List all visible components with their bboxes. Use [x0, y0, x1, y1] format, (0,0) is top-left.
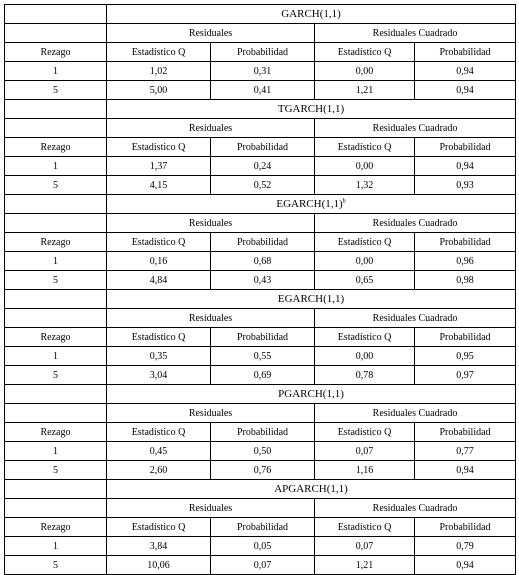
estadistico-q-sq-cell: 0,00: [315, 252, 415, 271]
rezago-cell: 5: [5, 366, 107, 385]
residuales-cuadrado-group-label: Residuales Cuadrado: [315, 24, 516, 43]
estadistico-q-cell: 3,84: [107, 537, 211, 556]
probabilidad-cell: 0,05: [211, 537, 315, 556]
table-row: [5, 81, 516, 100]
estadistico-q-cell: 1,02: [107, 62, 211, 81]
estadistico-q-header: Estadístico Q: [107, 138, 211, 157]
rezago-cell: 1: [5, 537, 107, 556]
probabilidad-header: Probabilidad: [211, 138, 315, 157]
residuales-cuadrado-group-label: Residuales Cuadrado: [315, 309, 516, 328]
probabilidad-header: Probabilidad: [211, 518, 315, 537]
ljung-box-table: [4, 4, 516, 575]
blank-cell: [5, 309, 107, 328]
estadistico-q-cell: 0,16: [107, 252, 211, 271]
model-title-text: APGARCH(1,1): [274, 482, 348, 495]
blank-cell: [5, 214, 107, 233]
blank-cell: [5, 5, 107, 24]
table-row: [5, 62, 516, 81]
model-title-text: PGARCH(1,1): [278, 387, 344, 400]
rezago-header: Rezago: [5, 328, 107, 347]
estadistico-q-header: Estadístico Q: [107, 43, 211, 62]
column-header-row: [5, 233, 516, 252]
table-container: [4, 4, 515, 575]
estadistico-q-cell: 1,37: [107, 157, 211, 176]
column-header-row: [5, 43, 516, 62]
column-header-row: [5, 423, 516, 442]
residuales-group-label: Residuales: [107, 119, 315, 138]
model-title: [107, 100, 516, 119]
rezago-cell: 1: [5, 157, 107, 176]
estadistico-q-header: Estadístico Q: [107, 328, 211, 347]
residuales-group-label: Residuales: [107, 214, 315, 233]
model-title-text: EGARCH(1,1): [277, 292, 345, 305]
probabilidad-sq-cell: 0,79: [415, 537, 516, 556]
rezago-cell: 5: [5, 176, 107, 195]
table-row: [5, 271, 516, 290]
probabilidad-cell: 0,52: [211, 176, 315, 195]
estadistico-q-sq-cell: 1,21: [315, 81, 415, 100]
probabilidad-sq-header: Probabilidad: [415, 518, 516, 537]
table-body: [5, 5, 516, 575]
rezago-cell: 5: [5, 271, 107, 290]
estadistico-q-header: Estadístico Q: [107, 518, 211, 537]
probabilidad-sq-cell: 0,97: [415, 366, 516, 385]
model-title-footnote: b: [342, 197, 346, 204]
estadistico-q-header: Estadístico Q: [107, 233, 211, 252]
probabilidad-sq-header: Probabilidad: [415, 138, 516, 157]
estadistico-q-sq-cell: 0,00: [315, 347, 415, 366]
residuales-group-label: Residuales: [107, 404, 315, 423]
estadistico-q-sq-header: Estadístico Q: [315, 423, 415, 442]
residuales-group-label: Residuales: [107, 24, 315, 43]
estadistico-q-sq-header: Estadístico Q: [315, 138, 415, 157]
table-row: [5, 157, 516, 176]
blank-cell: [5, 480, 107, 499]
table-row: [5, 442, 516, 461]
column-header-row: [5, 138, 516, 157]
probabilidad-header: Probabilidad: [211, 328, 315, 347]
probabilidad-cell: 0,50: [211, 442, 315, 461]
column-header-row: [5, 328, 516, 347]
column-header-row: [5, 518, 516, 537]
blank-cell: [5, 290, 107, 309]
rezago-cell: 1: [5, 252, 107, 271]
residuales-cuadrado-group-label: Residuales Cuadrado: [315, 499, 516, 518]
rezago-header: Rezago: [5, 43, 107, 62]
group-header-row: [5, 309, 516, 328]
probabilidad-cell: 0,41: [211, 81, 315, 100]
table-row: [5, 537, 516, 556]
estadistico-q-sq-cell: 0,07: [315, 537, 415, 556]
probabilidad-sq-cell: 0,96: [415, 252, 516, 271]
residuales-group-label: Residuales: [107, 309, 315, 328]
estadistico-q-cell: 10,06: [107, 556, 211, 575]
estadistico-q-sq-cell: 0,07: [315, 442, 415, 461]
estadistico-q-cell: 4,15: [107, 176, 211, 195]
estadistico-q-sq-cell: 0,00: [315, 62, 415, 81]
estadistico-q-sq-header: Estadístico Q: [315, 518, 415, 537]
rezago-header: Rezago: [5, 518, 107, 537]
residuales-cuadrado-group-label: Residuales Cuadrado: [315, 119, 516, 138]
model-title-row: [5, 100, 516, 119]
table-row: [5, 461, 516, 480]
probabilidad-cell: 0,55: [211, 347, 315, 366]
model-title: [107, 195, 516, 214]
model-title-text: GARCH(1,1): [281, 7, 341, 20]
residuales-cuadrado-group-label: Residuales Cuadrado: [315, 214, 516, 233]
group-header-row: [5, 404, 516, 423]
estadistico-q-cell: 0,45: [107, 442, 211, 461]
probabilidad-sq-cell: 0,94: [415, 556, 516, 575]
probabilidad-cell: 0,69: [211, 366, 315, 385]
model-title-text: TGARCH(1,1): [277, 102, 345, 115]
group-header-row: [5, 119, 516, 138]
group-header-row: [5, 499, 516, 518]
model-title: [107, 385, 516, 404]
probabilidad-sq-cell: 0,94: [415, 62, 516, 81]
table-row: [5, 366, 516, 385]
estadistico-q-cell: 4,84: [107, 271, 211, 290]
blank-cell: [5, 24, 107, 43]
blank-cell: [5, 195, 107, 214]
estadistico-q-header: Estadístico Q: [107, 423, 211, 442]
rezago-cell: 1: [5, 442, 107, 461]
rezago-header: Rezago: [5, 138, 107, 157]
blank-cell: [5, 385, 107, 404]
model-title: [107, 290, 516, 309]
rezago-header: Rezago: [5, 233, 107, 252]
probabilidad-header: Probabilidad: [211, 233, 315, 252]
probabilidad-sq-cell: 0,94: [415, 81, 516, 100]
estadistico-q-sq-cell: 1,21: [315, 556, 415, 575]
rezago-header: Rezago: [5, 423, 107, 442]
estadistico-q-sq-cell: 0,65: [315, 271, 415, 290]
table-row: [5, 347, 516, 366]
rezago-cell: 1: [5, 347, 107, 366]
probabilidad-sq-cell: 0,94: [415, 157, 516, 176]
residuales-group-label: Residuales: [107, 499, 315, 518]
probabilidad-sq-header: Probabilidad: [415, 233, 516, 252]
model-title-row: [5, 195, 516, 214]
estadistico-q-sq-header: Estadístico Q: [315, 328, 415, 347]
estadistico-q-sq-header: Estadístico Q: [315, 43, 415, 62]
probabilidad-cell: 0,43: [211, 271, 315, 290]
blank-cell: [5, 100, 107, 119]
blank-cell: [5, 499, 107, 518]
table-row: [5, 176, 516, 195]
probabilidad-cell: 0,31: [211, 62, 315, 81]
probabilidad-header: Probabilidad: [211, 423, 315, 442]
rezago-cell: 5: [5, 461, 107, 480]
model-title-row: [5, 480, 516, 499]
model-title: [107, 480, 516, 499]
blank-cell: [5, 119, 107, 138]
probabilidad-sq-header: Probabilidad: [415, 423, 516, 442]
estadistico-q-sq-cell: 1,16: [315, 461, 415, 480]
probabilidad-header: Probabilidad: [211, 43, 315, 62]
group-header-row: [5, 24, 516, 43]
model-title: [107, 5, 516, 24]
model-title-row: [5, 385, 516, 404]
rezago-cell: 5: [5, 81, 107, 100]
model-title-row: [5, 5, 516, 24]
probabilidad-sq-cell: 0,98: [415, 271, 516, 290]
probabilidad-cell: 0,68: [211, 252, 315, 271]
rezago-cell: 1: [5, 62, 107, 81]
estadistico-q-cell: 2,60: [107, 461, 211, 480]
probabilidad-sq-cell: 0,93: [415, 176, 516, 195]
probabilidad-sq-cell: 0,77: [415, 442, 516, 461]
table-row: [5, 556, 516, 575]
table-row: [5, 252, 516, 271]
group-header-row: [5, 214, 516, 233]
estadistico-q-sq-header: Estadístico Q: [315, 233, 415, 252]
estadistico-q-cell: 3,04: [107, 366, 211, 385]
probabilidad-cell: 0,76: [211, 461, 315, 480]
model-title-text: EGARCH(1,1): [276, 197, 343, 210]
estadistico-q-sq-cell: 0,00: [315, 157, 415, 176]
probabilidad-cell: 0,24: [211, 157, 315, 176]
probabilidad-sq-header: Probabilidad: [415, 43, 516, 62]
blank-cell: [5, 404, 107, 423]
probabilidad-cell: 0,07: [211, 556, 315, 575]
model-title-row: [5, 290, 516, 309]
estadistico-q-sq-cell: 0,78: [315, 366, 415, 385]
probabilidad-sq-header: Probabilidad: [415, 328, 516, 347]
estadistico-q-cell: 5,00: [107, 81, 211, 100]
probabilidad-sq-cell: 0,94: [415, 461, 516, 480]
estadistico-q-cell: 0,35: [107, 347, 211, 366]
residuales-cuadrado-group-label: Residuales Cuadrado: [315, 404, 516, 423]
estadistico-q-sq-cell: 1,32: [315, 176, 415, 195]
rezago-cell: 5: [5, 556, 107, 575]
probabilidad-sq-cell: 0,95: [415, 347, 516, 366]
